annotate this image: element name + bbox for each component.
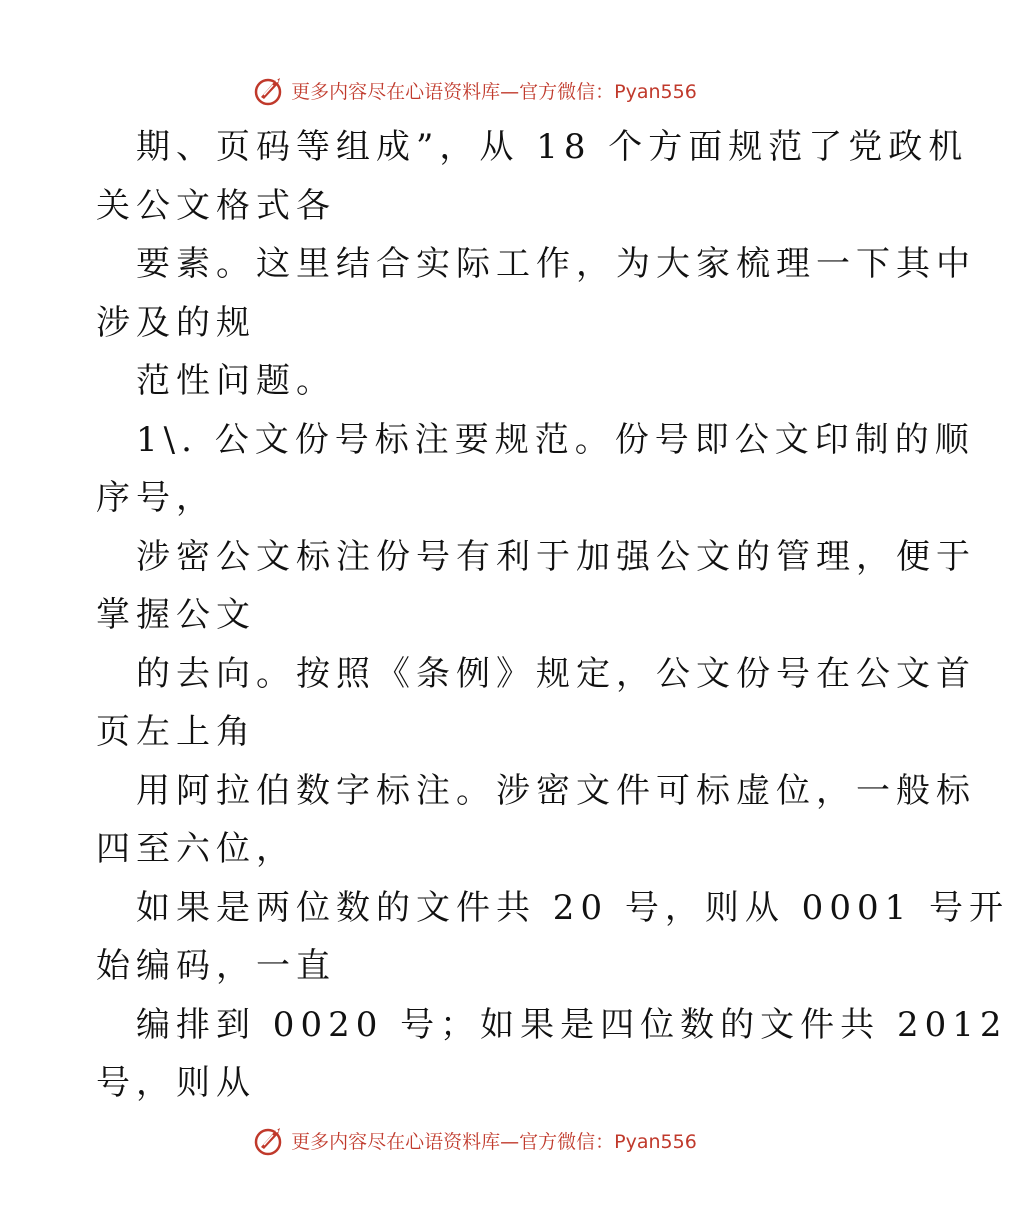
body-text-line: 要素。这里结合实际工作，为大家梳理一下其中 — [136, 244, 976, 284]
header-banner-text: 更多内容尽在心语资料库—官方微信：Pyan556 — [291, 80, 697, 103]
body-text-line: 掌握公文 — [96, 595, 256, 635]
body-text-line: 序号， — [96, 478, 216, 518]
body-text-line: 涉及的规 — [96, 302, 256, 343]
body-text-line: 1\. 公文份号标注要规范。份号即公文印制的顺 — [136, 419, 975, 460]
body-text-line: 用阿拉伯数字标注。涉密文件可标虚位，一般标 — [136, 770, 976, 811]
body-text-line: 的去向。按照《条例》规定，公文份号在公文首 — [136, 653, 976, 694]
body-text-line: 关公文格式各 — [96, 185, 336, 226]
body-text-line: 编排到 0020 号；如果是四位数的文件共 2012 — [136, 1004, 1008, 1045]
pen-nib-logo-icon — [253, 1123, 287, 1157]
footer-banner-text: 更多内容尽在心语资料库—官方微信：Pyan556 — [291, 1130, 697, 1153]
body-text-line: 如果是两位数的文件共 20 号，则从 0001 号开 — [136, 887, 1009, 928]
pen-nib-logo-icon — [253, 73, 287, 107]
body-text-line: 页左上角 — [96, 712, 256, 752]
body-text-line: 期、页码等组成”，从 18 个方面规范了党政机 — [136, 127, 969, 167]
body-text-line: 号，则从 — [96, 1063, 256, 1103]
body-text-line: 范性问题。 — [136, 361, 336, 401]
body-text-line: 四至六位， — [96, 829, 296, 869]
footer-banner — [0, 1120, 950, 1160]
body-text-line: 涉密公文标注份号有利于加强公文的管理，便于 — [136, 536, 976, 577]
document-body — [96, 118, 1009, 1113]
body-text-line: 始编码，一直 — [96, 946, 336, 986]
header-banner — [0, 70, 950, 110]
